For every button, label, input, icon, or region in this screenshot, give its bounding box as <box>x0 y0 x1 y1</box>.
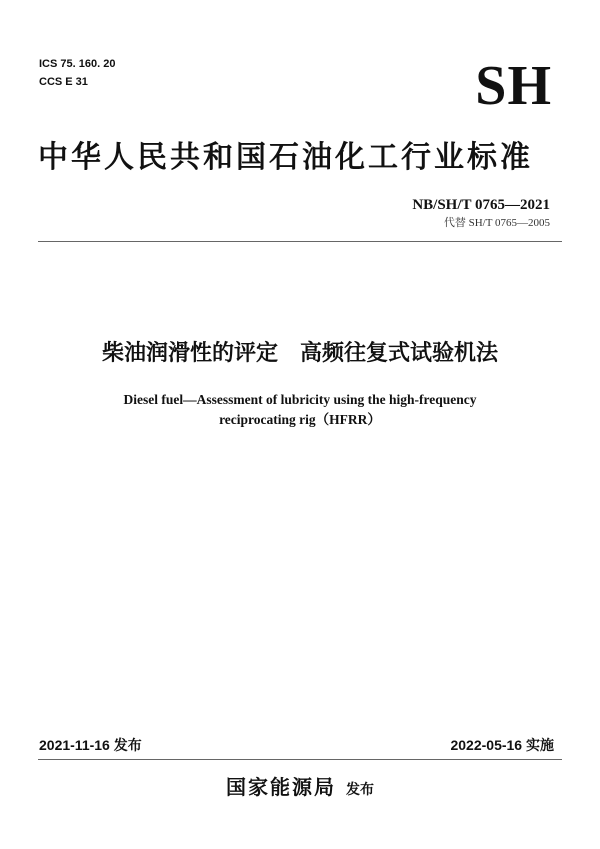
sh-logo: SH <box>475 55 552 117</box>
publisher-name: 国家能源局 <box>226 775 336 799</box>
header-divider <box>38 241 562 242</box>
issue-date: 2021-11-16 发布 <box>39 737 142 753</box>
title-english <box>0 390 600 430</box>
title-chinese-part1: 柴油润滑性的评定 <box>101 341 278 366</box>
organization-title: 中华人民共和国石油化工行业标准 <box>38 140 533 175</box>
title-chinese-part2: 高频往复式试验机法 <box>300 341 499 366</box>
implementation-date: 2022-05-16 实施 <box>450 737 554 753</box>
replaces-standard: 代替 SH/T 0765—2005 <box>443 217 550 229</box>
footer-divider <box>38 759 562 760</box>
title-english-line2: reciprocating rig（HFRR） <box>219 412 381 427</box>
standard-number: NB/SH/T 0765—2021 <box>412 197 550 213</box>
publisher <box>0 771 600 800</box>
ics-code: ICS 75. 160. 20 <box>39 58 116 70</box>
title-chinese <box>0 340 600 368</box>
ccs-code: CCS E 31 <box>39 76 88 88</box>
title-english-line1: Diesel fuel—Assessment of lubricity using the high-frequency <box>123 392 477 407</box>
publisher-action: 发布 <box>346 782 374 798</box>
